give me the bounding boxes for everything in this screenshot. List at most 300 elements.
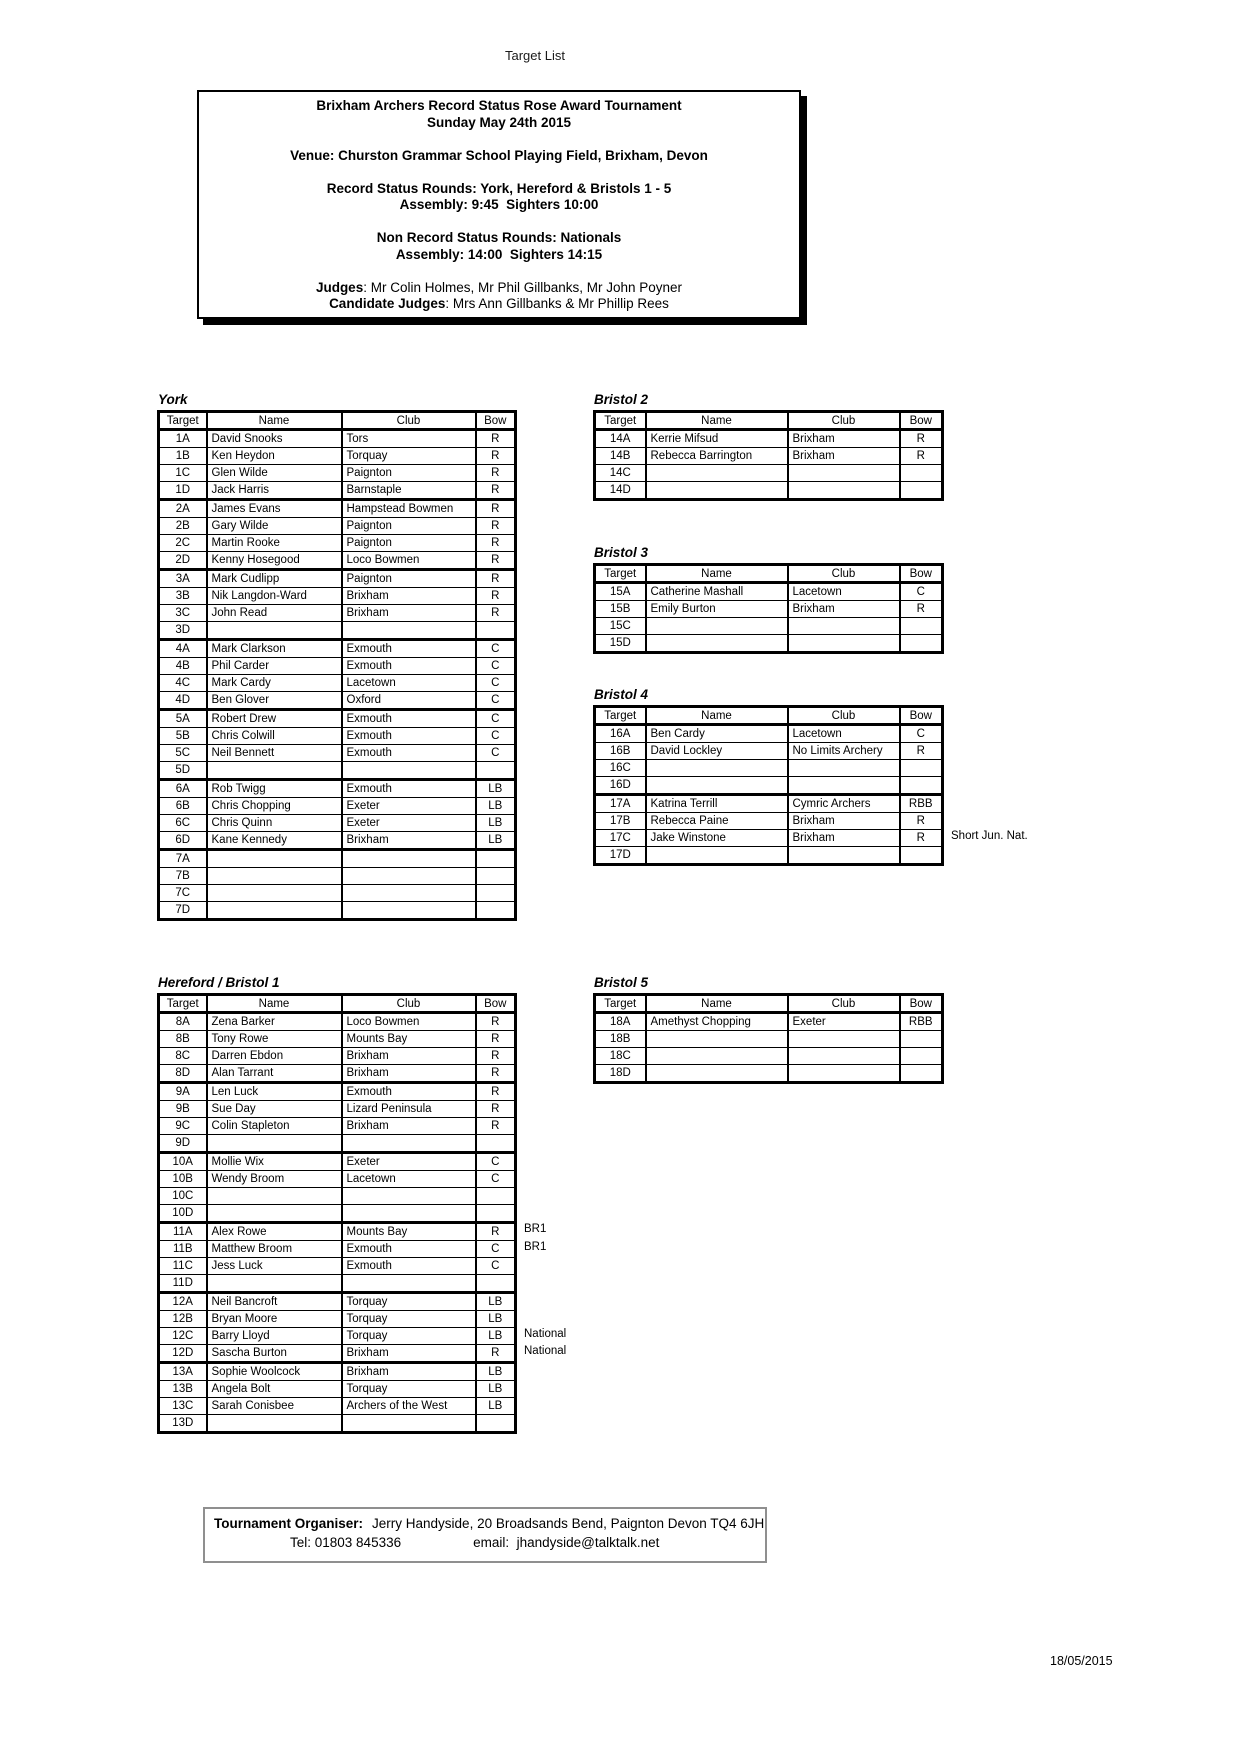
bow-cell: RBB — [900, 1013, 943, 1031]
roster-table-bristol-4 — [593, 705, 944, 866]
club-cell: Tors — [342, 430, 476, 448]
target-cell: 11A — [159, 1223, 207, 1241]
name-cell: Sascha Burton — [207, 1345, 342, 1363]
club-cell: Hampstead Bowmen — [342, 500, 476, 518]
bow-cell: R — [476, 500, 516, 518]
club-cell: Torquay — [342, 1381, 476, 1398]
bow-cell: LB — [476, 815, 516, 832]
record-assembly-line: Assembly: 9:45 Sighters 10:00 — [399, 197, 599, 212]
tournament-date: Sunday May 24th 2015 — [426, 114, 572, 130]
bow-cell: R — [476, 1065, 516, 1083]
target-cell: 6C — [159, 815, 207, 832]
club-cell: Exmouth — [342, 640, 476, 658]
name-cell: Martin Rooke — [207, 535, 342, 552]
bow-cell: R — [476, 1031, 516, 1048]
table-row-14c — [595, 465, 943, 482]
target-cell: 8B — [159, 1031, 207, 1048]
club-cell: Brixham — [342, 588, 476, 605]
bow-cell: LB — [476, 1293, 516, 1311]
club-cell — [342, 1135, 476, 1153]
table-row-10b — [159, 1171, 516, 1188]
table-row-17b — [595, 813, 943, 830]
bow-cell: C — [476, 1153, 516, 1171]
target-cell: 4D — [159, 692, 207, 710]
table-row-1a — [159, 430, 516, 448]
column-header-club: Club — [788, 995, 900, 1013]
table-row-7d — [159, 902, 516, 920]
table-row-13b — [159, 1381, 516, 1398]
club-cell — [788, 847, 900, 865]
bow-cell: R — [476, 518, 516, 535]
target-cell: 9C — [159, 1118, 207, 1135]
club-cell — [342, 1205, 476, 1223]
club-cell: Loco Bowmen — [342, 1013, 476, 1031]
name-cell — [207, 1275, 342, 1293]
table-row-1c — [159, 465, 516, 482]
target-cell: 16B — [595, 743, 646, 760]
candidate-judges-names: : Mrs Ann Gillbanks & Mr Phillip Rees — [445, 296, 669, 311]
club-cell: Exmouth — [342, 745, 476, 762]
name-cell: John Read — [207, 605, 342, 622]
target-cell: 18A — [595, 1013, 646, 1031]
bow-cell: R — [476, 1118, 516, 1135]
table-title-bristol-3: Bristol 3 — [594, 545, 649, 560]
page-title: Target List — [505, 48, 565, 63]
column-header-target: Target — [159, 995, 207, 1013]
name-cell: Alan Tarrant — [207, 1065, 342, 1083]
name-cell: Rob Twigg — [207, 780, 342, 798]
club-cell — [788, 465, 900, 482]
organiser-line — [214, 1516, 765, 1531]
bow-cell — [476, 1188, 516, 1205]
name-cell: Sue Day — [207, 1101, 342, 1118]
name-cell: Colin Stapleton — [207, 1118, 342, 1135]
name-cell: Neil Bancroft — [207, 1293, 342, 1311]
table-row-3c — [159, 605, 516, 622]
club-cell — [342, 868, 476, 885]
record-rounds-line: Record Status Rounds: York, Hereford & Bristols 1 - 5 — [326, 180, 672, 196]
table-row-18b — [595, 1031, 943, 1048]
name-cell: James Evans — [207, 500, 342, 518]
table-row-4c — [159, 675, 516, 692]
name-cell — [646, 1048, 788, 1065]
header-row — [595, 995, 943, 1013]
name-cell: Len Luck — [207, 1083, 342, 1101]
bow-cell: R — [900, 813, 943, 830]
bow-cell — [900, 1065, 943, 1083]
bow-cell — [900, 635, 943, 653]
bow-cell: R — [476, 1345, 516, 1363]
table-row-9a — [159, 1083, 516, 1101]
bow-cell: R — [476, 482, 516, 500]
target-cell: 15B — [595, 601, 646, 618]
name-cell — [646, 618, 788, 635]
candidate-judges-line — [199, 296, 799, 313]
club-cell: Loco Bowmen — [342, 552, 476, 570]
header-row — [595, 412, 943, 430]
table-title-bristol-2: Bristol 2 — [594, 392, 649, 407]
bow-cell: C — [476, 640, 516, 658]
table-section-bristol-4 — [593, 687, 1028, 866]
table-row-4b — [159, 658, 516, 675]
roster-table-hereford-bristol-1 — [157, 993, 517, 1434]
column-header-target: Target — [595, 707, 646, 725]
table-row-2b — [159, 518, 516, 535]
bow-cell — [476, 762, 516, 780]
bow-cell: C — [476, 692, 516, 710]
table-title-bristol-5: Bristol 5 — [594, 975, 649, 990]
column-header-name: Name — [207, 412, 342, 430]
table-row-7b — [159, 868, 516, 885]
target-cell: 11B — [159, 1241, 207, 1258]
name-cell: Glen Wilde — [207, 465, 342, 482]
name-cell: Catherine Mashall — [646, 583, 788, 601]
table-row-6d — [159, 832, 516, 850]
column-header-club: Club — [788, 565, 900, 583]
table-row-9c — [159, 1118, 516, 1135]
table-row-8d — [159, 1065, 516, 1083]
target-cell: 4B — [159, 658, 207, 675]
name-cell: Nik Langdon-Ward — [207, 588, 342, 605]
club-cell: Lacetown — [342, 675, 476, 692]
row-note-11b: BR1 — [524, 1241, 547, 1253]
column-header-target: Target — [159, 412, 207, 430]
target-cell: 18B — [595, 1031, 646, 1048]
club-cell: Brixham — [788, 830, 900, 847]
target-cell: 11D — [159, 1275, 207, 1293]
table-row-9b — [159, 1101, 516, 1118]
table-row-13d — [159, 1415, 516, 1433]
table-row-17d — [595, 847, 943, 865]
target-cell: 3B — [159, 588, 207, 605]
column-header-target: Target — [595, 565, 646, 583]
target-cell: 6D — [159, 832, 207, 850]
target-cell: 8A — [159, 1013, 207, 1031]
name-cell — [646, 1031, 788, 1048]
club-cell: Brixham — [788, 448, 900, 465]
bow-cell: C — [476, 1258, 516, 1275]
club-cell: Paignton — [342, 465, 476, 482]
club-cell — [342, 850, 476, 868]
target-cell: 13C — [159, 1398, 207, 1415]
table-row-5c — [159, 745, 516, 762]
bow-cell: R — [476, 552, 516, 570]
organiser-text: Jerry Handyside, 20 Broadsands Bend, Paignton Devon TQ4 6JH — [372, 1516, 765, 1531]
target-cell: 4C — [159, 675, 207, 692]
row-note-11a: BR1 — [524, 1223, 547, 1235]
table-row-1d — [159, 482, 516, 500]
table-row-8c — [159, 1048, 516, 1065]
club-cell — [342, 622, 476, 640]
column-header-target: Target — [595, 412, 646, 430]
organiser-label: Tournament Organiser: — [214, 1516, 364, 1531]
club-cell: Brixham — [342, 1345, 476, 1363]
target-cell: 13B — [159, 1381, 207, 1398]
bow-cell: R — [476, 465, 516, 482]
bow-cell: LB — [476, 1381, 516, 1398]
table-row-16b — [595, 743, 943, 760]
name-cell: Kerrie Mifsud — [646, 430, 788, 448]
name-cell: Sophie Woolcock — [207, 1363, 342, 1381]
name-cell — [207, 1205, 342, 1223]
name-cell — [207, 902, 342, 920]
table-row-3d — [159, 622, 516, 640]
bow-cell — [476, 850, 516, 868]
contact-line — [205, 1535, 765, 1550]
name-cell: Mark Clarkson — [207, 640, 342, 658]
target-cell: 1A — [159, 430, 207, 448]
target-cell: 9D — [159, 1135, 207, 1153]
column-header-name: Name — [207, 995, 342, 1013]
name-cell — [646, 777, 788, 795]
column-header-club: Club — [788, 707, 900, 725]
table-row-5a — [159, 710, 516, 728]
club-cell: Exeter — [342, 815, 476, 832]
table-row-6b — [159, 798, 516, 815]
table-row-3a — [159, 570, 516, 588]
name-cell: Jake Winstone — [646, 830, 788, 847]
column-header-bow: Bow — [900, 707, 943, 725]
name-cell: Katrina Terrill — [646, 795, 788, 813]
target-cell: 17D — [595, 847, 646, 865]
column-header-bow: Bow — [476, 995, 516, 1013]
target-cell: 4A — [159, 640, 207, 658]
name-cell — [207, 885, 342, 902]
tournament-title: Brixham Archers Record Status Rose Award Tournament — [316, 98, 682, 113]
name-cell: Amethyst Chopping — [646, 1013, 788, 1031]
club-cell — [788, 618, 900, 635]
name-cell: Darren Ebdon — [207, 1048, 342, 1065]
table-row-14d — [595, 482, 943, 500]
target-cell: 3A — [159, 570, 207, 588]
name-cell: Chris Chopping — [207, 798, 342, 815]
table-row-6a — [159, 780, 516, 798]
table-row-8b — [159, 1031, 516, 1048]
name-cell — [207, 622, 342, 640]
target-cell: 15C — [595, 618, 646, 635]
name-cell: David Lockley — [646, 743, 788, 760]
club-cell: Brixham — [788, 813, 900, 830]
target-cell: 7D — [159, 902, 207, 920]
column-header-name: Name — [646, 565, 788, 583]
row-note-12c: National — [524, 1328, 567, 1340]
table-row-18d — [595, 1065, 943, 1083]
column-header-bow: Bow — [900, 565, 943, 583]
name-cell: Jess Luck — [207, 1258, 342, 1275]
target-cell: 5B — [159, 728, 207, 745]
table-row-9d — [159, 1135, 516, 1153]
bow-cell — [900, 760, 943, 777]
name-cell — [646, 760, 788, 777]
bow-cell — [476, 868, 516, 885]
table-row-11b — [159, 1241, 516, 1258]
name-cell: Kane Kennedy — [207, 832, 342, 850]
name-cell: Ben Cardy — [646, 725, 788, 743]
column-header-name: Name — [646, 995, 788, 1013]
name-cell: Rebecca Barrington — [646, 448, 788, 465]
target-cell: 15A — [595, 583, 646, 601]
bow-cell — [476, 622, 516, 640]
club-cell — [342, 1415, 476, 1433]
table-row-16a — [595, 725, 943, 743]
target-cell: 18D — [595, 1065, 646, 1083]
name-cell: Robert Drew — [207, 710, 342, 728]
club-cell: Lacetown — [788, 725, 900, 743]
target-cell: 8C — [159, 1048, 207, 1065]
name-cell: Mark Cardy — [207, 675, 342, 692]
bow-cell: LB — [476, 1363, 516, 1381]
target-cell: 14A — [595, 430, 646, 448]
club-cell: Mounts Bay — [342, 1223, 476, 1241]
club-cell: No Limits Archery — [788, 743, 900, 760]
organiser-box — [203, 1507, 767, 1563]
club-cell: Lacetown — [342, 1171, 476, 1188]
bow-cell: C — [476, 658, 516, 675]
name-cell: Barry Lloyd — [207, 1328, 342, 1345]
organiser-email: email: jhandyside@talktalk.net — [473, 1535, 660, 1550]
name-cell: Wendy Broom — [207, 1171, 342, 1188]
roster-table-bristol-2 — [593, 410, 944, 501]
target-cell: 8D — [159, 1065, 207, 1083]
table-row-12d — [159, 1345, 516, 1363]
bow-cell: C — [476, 728, 516, 745]
club-cell: Lacetown — [788, 583, 900, 601]
table-row-17c — [595, 830, 943, 847]
bow-cell — [900, 1048, 943, 1065]
name-cell: Zena Barker — [207, 1013, 342, 1031]
table-row-13c — [159, 1398, 516, 1415]
bow-cell: R — [476, 535, 516, 552]
name-cell: Jack Harris — [207, 482, 342, 500]
club-cell — [342, 762, 476, 780]
club-cell — [342, 1188, 476, 1205]
club-cell: Exeter — [788, 1013, 900, 1031]
target-cell: 10A — [159, 1153, 207, 1171]
row-note-12d: National — [524, 1345, 567, 1357]
table-row-12a — [159, 1293, 516, 1311]
name-cell: Angela Bolt — [207, 1381, 342, 1398]
column-header-club: Club — [788, 412, 900, 430]
club-cell: Brixham — [342, 1065, 476, 1083]
name-cell: Phil Carder — [207, 658, 342, 675]
bow-cell: R — [900, 743, 943, 760]
table-row-15b — [595, 601, 943, 618]
club-cell: Paignton — [342, 518, 476, 535]
roster-table-bristol-5 — [593, 993, 944, 1084]
table-title-york: York — [158, 392, 188, 407]
bow-cell — [476, 902, 516, 920]
name-cell: Chris Colwill — [207, 728, 342, 745]
target-cell: 5D — [159, 762, 207, 780]
column-header-target: Target — [595, 995, 646, 1013]
table-row-15a — [595, 583, 943, 601]
club-cell: Brixham — [788, 430, 900, 448]
target-cell: 7B — [159, 868, 207, 885]
target-cell: 5A — [159, 710, 207, 728]
club-cell — [788, 760, 900, 777]
club-cell — [342, 902, 476, 920]
club-cell: Torquay — [342, 1328, 476, 1345]
name-cell — [646, 635, 788, 653]
table-section-bristol-5 — [593, 975, 944, 1084]
club-cell: Mounts Bay — [342, 1031, 476, 1048]
target-cell: 12C — [159, 1328, 207, 1345]
target-cell: 17A — [595, 795, 646, 813]
club-cell: Brixham — [342, 1048, 476, 1065]
table-row-11d — [159, 1275, 516, 1293]
name-cell: Sarah Conisbee — [207, 1398, 342, 1415]
column-header-club: Club — [342, 995, 476, 1013]
non-record-assembly-line: Assembly: 14:00 Sighters 14:15 — [395, 246, 603, 262]
club-cell: Exmouth — [342, 728, 476, 745]
bow-cell: R — [476, 588, 516, 605]
club-cell: Paignton — [342, 570, 476, 588]
column-header-club: Club — [342, 412, 476, 430]
name-cell: Matthew Broom — [207, 1241, 342, 1258]
target-cell: 16D — [595, 777, 646, 795]
column-header-bow: Bow — [900, 412, 943, 430]
bow-cell: R — [476, 570, 516, 588]
table-row-8a — [159, 1013, 516, 1031]
table-row-10a — [159, 1153, 516, 1171]
bow-cell: C — [900, 725, 943, 743]
target-cell: 2B — [159, 518, 207, 535]
club-cell — [788, 1065, 900, 1083]
club-cell: Brixham — [342, 605, 476, 622]
bow-cell: R — [476, 1223, 516, 1241]
target-cell: 10C — [159, 1188, 207, 1205]
target-cell: 17C — [595, 830, 646, 847]
target-cell: 3C — [159, 605, 207, 622]
header-row — [159, 995, 516, 1013]
bow-cell: R — [476, 1083, 516, 1101]
club-cell: Oxford — [342, 692, 476, 710]
club-cell: Cymric Archers — [788, 795, 900, 813]
club-cell: Torquay — [342, 1293, 476, 1311]
bow-cell: RBB — [900, 795, 943, 813]
table-row-14b — [595, 448, 943, 465]
date-stamp: 18/05/2015 — [1050, 1654, 1113, 1668]
table-row-14a — [595, 430, 943, 448]
table-row-16c — [595, 760, 943, 777]
bow-cell: R — [900, 430, 943, 448]
club-cell: Exmouth — [342, 1241, 476, 1258]
target-cell: 9A — [159, 1083, 207, 1101]
target-cell: 12A — [159, 1293, 207, 1311]
club-cell: Exeter — [342, 1153, 476, 1171]
table-row-2c — [159, 535, 516, 552]
table-row-17a — [595, 795, 943, 813]
target-cell: 1C — [159, 465, 207, 482]
bow-cell — [476, 1205, 516, 1223]
roster-table-bristol-3 — [593, 563, 944, 654]
bow-cell: R — [476, 448, 516, 465]
header-row — [595, 707, 943, 725]
column-header-bow: Bow — [900, 995, 943, 1013]
name-cell: Neil Bennett — [207, 745, 342, 762]
name-cell: Bryan Moore — [207, 1311, 342, 1328]
target-cell: 13A — [159, 1363, 207, 1381]
club-cell: Brixham — [342, 1118, 476, 1135]
target-cell: 2D — [159, 552, 207, 570]
table-row-1b — [159, 448, 516, 465]
target-cell: 7A — [159, 850, 207, 868]
club-cell — [788, 635, 900, 653]
target-cell: 2A — [159, 500, 207, 518]
target-cell: 1B — [159, 448, 207, 465]
judges-line — [199, 280, 799, 297]
table-section-bristol-2 — [593, 392, 944, 501]
